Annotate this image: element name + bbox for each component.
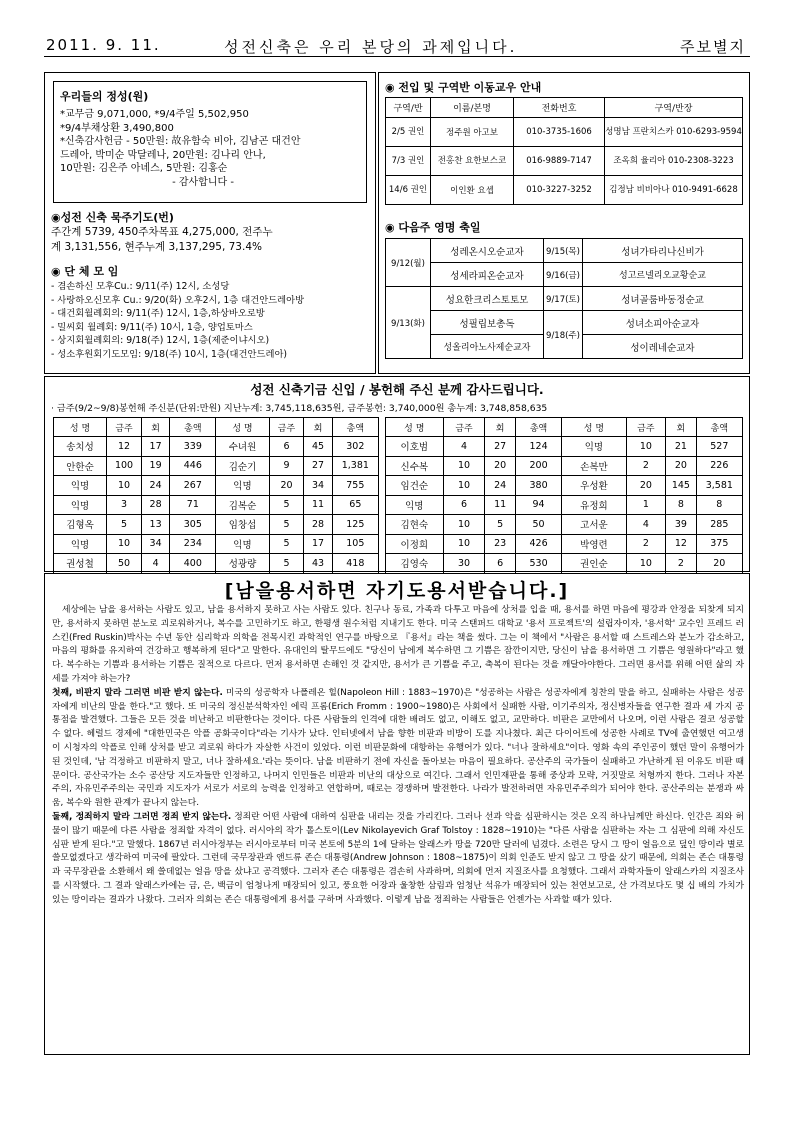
fund-cell: 1,381: [332, 456, 378, 476]
fund-cell: 10: [107, 534, 142, 554]
fund-cell: 김현숙: [386, 515, 444, 535]
transfer-header: 전화번호: [514, 98, 605, 118]
fund-cell: 2: [626, 456, 666, 476]
fund-cell: 김형옥: [54, 515, 107, 535]
fund-cell: 4: [443, 437, 485, 457]
fund-cell: 375: [696, 534, 742, 554]
fund-cell: 안한순: [54, 456, 107, 476]
fund-cell: 5: [107, 515, 142, 535]
fund-cell: 8: [696, 495, 742, 515]
group-meeting: - 성소후원회기도모임: 9/18(주) 10시, 1층(대건안드레아): [51, 348, 288, 360]
transfer-header: 이름/본명: [431, 98, 514, 118]
offerings-line: 10만원: 김은주 아녜스, 5만원: 김홍순: [60, 163, 228, 174]
offerings-line: 드레아, 박미순 막달레나, 20만원: 김나리 안나,: [60, 149, 266, 161]
table-row: [386, 456, 743, 476]
fund-cell: 10: [626, 554, 666, 574]
table-row: [54, 476, 379, 496]
fund-cell: 송치성: [54, 437, 107, 457]
fund-cell: 13: [142, 515, 170, 535]
fund-header: 성 명: [386, 418, 444, 437]
fund-cell: 유정희: [562, 495, 626, 515]
header-slogan: 성전신축은 우리 본당의 과제입니다.: [224, 38, 518, 56]
fund-cell: 10: [443, 515, 485, 535]
fund-cell: 익명: [386, 495, 444, 515]
essay-intro: 세상에는 남을 용서하는 사람도 있고, 남을 용서하지 못하고 사는 사람도 있다. 친구나 동료, 가족과 다투고 마음에 상처를 입을 때, 용서를 하면 마음에 평강과 안정을 되찾게 되지만, 용서하지 못하면 분노로 괴로워하거나, 복수를 고민하기도 하고, 한평생 원수처럼 지내기도 한다. 미국 스탠퍼드 대학교 '용서 프로젝트'의 설립자이자, '용서학' 교수인 프레드 러스킨(Fred Ruskin)박사는 수년 동안 심리학과 의학을 전목시킨 과학적인 연구를 바탕으로 『용서』라는 책을 썼다. 그는 이 책에서 "사람은 용서할 때 스트레스와 분노가 감소하고, 마음의 평화를 유지하여 건강하고 행복하게 된다"고 말한다. 유대인의 탈무드에도 "당신이 남에게 복수하면 그 기쁨은 잠깐이지만, 당신이 남을 용서하면 그 기쁨은 영원하다"라고 했다. 복수하는 기쁨과 용서하는 기쁨은 질적으로 다르다. 먼저 용서하면 손해인 것 같지만, 용서가 큰 기쁨을 주고, 축복이 된다는 것을 깨달아야한다. 그러면 용서를 위해 어떤 삶의 자세를 가져야 하는가?: [52, 605, 744, 684]
fund-cell: 3: [107, 495, 142, 515]
transfer-name: 전홍찬 요한보스코: [431, 147, 514, 176]
essay-title: [남을용서하면 자기도용서받습니다.]: [224, 580, 570, 602]
fund-table-right: [385, 417, 743, 574]
fund-cell: 이호범: [386, 437, 444, 457]
fund-cell: 267: [170, 476, 216, 496]
table-row: [386, 118, 743, 147]
offerings-title: 우리들의 정성(원): [60, 90, 149, 103]
nameday-saint: 성녀골룸바동정순교: [583, 287, 743, 311]
groups-title: ◉ 단 체 모 임: [51, 265, 119, 278]
fund-cell: 4: [626, 515, 666, 535]
page-header: [44, 34, 750, 57]
fund-cell: 234: [170, 534, 216, 554]
fund-cell: 426: [515, 534, 561, 554]
nameday-title: ◉ 다음주 영명 축일: [385, 221, 481, 234]
fund-cell: 226: [696, 456, 742, 476]
table-row: [54, 437, 379, 457]
fund-cell: 23: [485, 534, 516, 554]
fund-cell: 성광량: [216, 554, 269, 574]
transfer-leader: 조옥희 율리아 010-2308-3223: [605, 147, 743, 176]
table-row: [54, 495, 379, 515]
rosary-line: 주간계 5739, 450주차목표 4,275,000, 전주누: [51, 226, 273, 238]
fund-cell: 익명: [54, 534, 107, 554]
group-meeting: - 상지회월례회의: 9/18(주) 12시, 1층(제준이냐시오): [51, 335, 270, 346]
fund-cell: 50: [515, 515, 561, 535]
offerings-line: *9/4부채상환 3,490,800: [60, 122, 174, 134]
fund-cell: 125: [332, 515, 378, 535]
fund-header: 회: [142, 418, 170, 437]
essay-point-heading: 둘째, 정죄하지 말라 그러면 정죄 받지 않는다.: [52, 811, 232, 822]
fund-cell: 익명: [54, 476, 107, 496]
fund-header: 성 명: [562, 418, 626, 437]
fund-header: 총액: [170, 418, 216, 437]
fund-cell: 446: [170, 456, 216, 476]
table-row: [386, 311, 743, 335]
nameday-table: [385, 238, 743, 359]
fund-cell: 익명: [216, 534, 269, 554]
table-row: [386, 534, 743, 554]
fund-cell: 익명: [562, 437, 626, 457]
left-info-panel: [44, 72, 376, 374]
fund-cell: 10: [443, 456, 485, 476]
transfer-name: 정주원 아고보: [431, 118, 514, 147]
fund-cell: 11: [304, 495, 332, 515]
fund-header: 총액: [332, 418, 378, 437]
fund-cell: 신수복: [386, 456, 444, 476]
table-row: [54, 534, 379, 554]
fund-header: 회: [666, 418, 697, 437]
fund-cell: 김순기: [216, 456, 269, 476]
fund-cell: 손복만: [562, 456, 626, 476]
fund-cell: 5: [269, 534, 304, 554]
transfer-header: 구역/반: [386, 98, 431, 118]
fund-cell: 43: [304, 554, 332, 574]
fund-cell: 2: [626, 534, 666, 554]
rosary-section: [51, 209, 371, 255]
fund-cell: 380: [515, 476, 561, 496]
essay-point-text: 정죄란 어떤 사람에 대하여 심판을 내리는 것을 가리킨다. 그러나 선과 악을 심판하시는 것은 오직 하나님께만 하신다. 인간은 죄와 허물이 많기 때문에 다른 사람을 정죄할 자격이 없다. 러시아의 작가 톨스토이(Lev Nikolayevich Graf Tolstoy : 1828~1910)는 "다른 사람을 심판하는 자는 그 심판에 의해 자신도 심판 받게 된다."고 말했다. 1867년 러시아정부는 러시아로부터 미국 본토에 5분의 1에 달하는 알래스카 땅을 720만 달러에 넘겼다. 소련은 당시 그 땅이 얼음으로 덮인 땅이라 별로 쓸모없겠다고 생각하여 미국에 팔았다. 그런데 국무장관과 앤드류 존슨 대통령(Andrew Johnson : 1808~1875)이 의회 인준도 받지 않고 그 땅을 샀기 때문에, 의회는 존슨 대통령과 국무장관을 소환해서 왜 쓸데없는 얼음 땅을 샀냐고 공격했다. 그러자 존슨 대통령은 겸손히 사과하며, 의회에 먼저 지질조사를 요청했다. 그래서 과학자들이 알래스카의 지질조사를 시작했다. 그 결과 알래스카에는 금, 은, 백금이 엄청나게 매장되어 있고, 풍요한 어장과 울창한 삼림과 엄청난 석유가 매장되어 있는 천연보고로, 산 가격보다도 몇 십 배의 가치가 있는 땅이라는 결과가 나왔다. 그러자 의회는 존슨 대통령에게 용서를 구하며 사과했다. 이렇게 남을 정죄하는 사람들은 언젠가는 사과할 때가 있다.: [52, 811, 745, 905]
fund-cell: 5: [485, 515, 516, 535]
fund-cell: 200: [515, 456, 561, 476]
fund-cell: 이정희: [386, 534, 444, 554]
fund-cell: 10: [626, 437, 666, 457]
table-row: [386, 554, 743, 574]
fund-cell: 11: [485, 495, 516, 515]
fund-cell: 34: [304, 476, 332, 496]
fund-header: 회: [485, 418, 516, 437]
fund-cell: 6: [443, 495, 485, 515]
table-row: [386, 263, 743, 287]
fund-cell: 3,581: [696, 476, 742, 496]
fund-cell: 302: [332, 437, 378, 457]
fund-cell: 100: [107, 456, 142, 476]
fund-cell: 30: [443, 554, 485, 574]
fund-cell: 339: [170, 437, 216, 457]
fund-cell: 김영숙: [386, 554, 444, 574]
fund-cell: 12: [666, 534, 697, 554]
issue-date: 2011. 9. 11.: [46, 36, 161, 54]
transfer-phone: 010-3735-1606: [514, 118, 605, 147]
fund-header: 금주: [269, 418, 304, 437]
fund-header: 성 명: [54, 418, 107, 437]
nameday-saint: 성고르넬리오교황순교: [583, 263, 743, 287]
fund-cell: 124: [515, 437, 561, 457]
fund-cell: 박영련: [562, 534, 626, 554]
fund-cell: 8: [666, 495, 697, 515]
fund-cell: 10: [107, 476, 142, 496]
transfer-table: [385, 97, 743, 205]
fund-cell: 20: [666, 456, 697, 476]
fund-cell: 김복순: [216, 495, 269, 515]
table-row: [54, 456, 379, 476]
table-row: [386, 437, 743, 457]
fund-cell: 50: [107, 554, 142, 574]
offerings-box: [53, 81, 367, 203]
table-row: [54, 554, 379, 574]
fund-cell: 20: [269, 476, 304, 496]
group-meeting: - 대건회월례회의: 9/11(주) 12시, 1층,하상바오로방: [51, 308, 265, 319]
header-label: 주보별지: [680, 38, 746, 56]
fund-cell: 39: [666, 515, 697, 535]
fund-cell: 권성철: [54, 554, 107, 574]
fund-cell: 권인순: [562, 554, 626, 574]
fund-cell: 12: [107, 437, 142, 457]
fund-cell: 5: [269, 515, 304, 535]
fund-header: 금주: [107, 418, 142, 437]
fund-cell: 71: [170, 495, 216, 515]
fund-cell: 5: [269, 554, 304, 574]
nameday-date: 9/17(토): [544, 287, 583, 311]
table-row: [386, 239, 743, 263]
fund-cell: 1: [626, 495, 666, 515]
fund-header: 금주: [443, 418, 485, 437]
fund-cell: 305: [170, 515, 216, 535]
essay-point-text: 미국의 성공학자 나폴레온 힐(Napoleon Hill : 1883~1970)은 "성공하는 사람은 성공자에게 칭찬의 말을 하고, 실패하는 사람은 성공자에게 비난의 말을 한다."고 했다. 또 미국의 정신분석학자인 에릭 프롬(Erich Fromm : 1900~1980)은 사회에서 실패한 사람, 이기주의자, 정신병자들을 연구한 결과 세 가지 공통점을 발견했다. 그들은 모든 것을 비난하고 비판한다는 것이다. 다른 사람들의 인격에 대한 배려도 없고, 이해도 없고, 교만하다. 비판은 교만에서 나오며, 이런 사람은 결코 성공할 수 없다. 헤럴드 경제에 "대한민국은 악플 공화국이다"라는 기사가 났다. 인터넷에서 남을 향한 비판과 비방이 도를 지나쳤다. 최근 다이어트에 성공한 사례로 TV에 출연했던 여고생이 시청자의 악플로 인해 상처를 받고 괴로워 하다가 자살한 사건이 있었다. 이런 비판문화에 대항하는 유행어가 있다. "너나 잘하세요"이다. 영화 속의 주인공이 했던 말이 유행어가 된 것인데, '남 걱정하고 비판하지 말고, 너나 잘하세요.'라는 뜻이다. 남을 비판하기 전에 자신을 돌아보는 마음이 필요하다. 공산주의 국가들이 실패하고 가난하게 된 이유도 비판 때문이다. 공산국가는 소수 공산당 지도자들만 인정하고, 나머지 인민들은 비판과 비난의 대상으로 여긴다. 그래서 인민재판을 통해 중상과 모략, 거짓말로 처형까지 한다. 그러나 자본주의, 자유민주주의는 국민과 지도자가 서로가 서로의 능력을 인정하고 연합하며, 때로는 경쟁하며 발전한다. 나라가 발전하려면 자유민주주의가 되어야 한다. 공산주의는 분쟁과 싸움, 복수와 원한 관계가 끝나지 않는다.: [52, 687, 744, 809]
fund-cell: 수녀원: [216, 437, 269, 457]
fund-cell: 28: [304, 515, 332, 535]
fund-panel: [44, 376, 750, 572]
fund-cell: 10: [443, 534, 485, 554]
fund-cell: 익명: [54, 495, 107, 515]
table-row: [386, 495, 743, 515]
fund-cell: 527: [696, 437, 742, 457]
fund-cell: 익명: [216, 476, 269, 496]
fund-cell: 9: [269, 456, 304, 476]
group-meeting: - 겸손하신 모후Cu.: 9/11(주) 12시, 소성당: [51, 281, 230, 292]
fund-cell: 45: [304, 437, 332, 457]
nameday-saint: 성레온시오순교자: [431, 239, 544, 263]
fund-cell: 105: [332, 534, 378, 554]
nameday-date: 9/13(화): [386, 287, 431, 359]
transfer-phone: 016-9889-7147: [514, 147, 605, 176]
nameday-saint: 성세라피온순교자: [431, 263, 544, 287]
offerings-line: *신축감사헌금 - 50만원: 故유함숙 비아, 김남곤 대건안: [60, 136, 301, 147]
fund-cell: 285: [696, 515, 742, 535]
fund-header: 금주: [626, 418, 666, 437]
nameday-saint: 성올리아노사제순교자: [431, 335, 544, 359]
fund-title: 성전 신축기금 신입 / 봉헌해 주신 분께 감사드립니다.: [250, 382, 544, 397]
table-row: [386, 147, 743, 176]
nameday-saint: 성필립보총독: [431, 311, 544, 335]
fund-summary: · 금주(9/2~9/8)봉헌해 주신분(단위:만원) 지난누계: 3,745,118,635원, 금주봉헌: 3,740,000원 총누계: 3,748,858,635: [51, 403, 548, 414]
offerings-thanks: - 감사합니다 -: [172, 176, 234, 188]
groups-section: [51, 263, 371, 361]
transfer-leader: 성명남 프란치스카 010-6293-9594: [605, 118, 743, 147]
nameday-date: 9/12(월): [386, 239, 431, 287]
fund-cell: 28: [142, 495, 170, 515]
fund-cell: 17: [304, 534, 332, 554]
fund-cell: 6: [269, 437, 304, 457]
group-meeting: - 사랑하오신모후 Cu.: 9/20(화) 오후2시, 1층 대건안드레아방: [51, 294, 305, 306]
fund-cell: 2: [666, 554, 697, 574]
fund-cell: 19: [142, 456, 170, 476]
fund-cell: 10: [443, 476, 485, 496]
fund-header: 회: [304, 418, 332, 437]
fund-header: 총액: [696, 418, 742, 437]
fund-cell: 145: [666, 476, 697, 496]
table-row: [386, 287, 743, 311]
fund-cell: 20: [696, 554, 742, 574]
table-row: [386, 176, 743, 205]
fund-cell: 임건순: [386, 476, 444, 496]
transfer-name: 이인환 요셉: [431, 176, 514, 205]
fund-cell: 94: [515, 495, 561, 515]
fund-cell: 65: [332, 495, 378, 515]
offerings-line: *교무금 9,071,000, *9/4주일 5,502,950: [60, 109, 249, 120]
transfer-title: ◉ 전입 및 구역반 이동교우 안내: [385, 81, 542, 94]
transfer-zone: 7/3 권인: [386, 147, 431, 176]
table-row: [54, 515, 379, 535]
fund-cell: 4: [142, 554, 170, 574]
nameday-saint: 성녀소피아순교자: [583, 311, 743, 335]
rosary-line: 계 3,131,556, 현주누계 3,137,295, 73.4%: [51, 241, 262, 253]
fund-cell: 34: [142, 534, 170, 554]
fund-cell: 고서운: [562, 515, 626, 535]
fund-cell: 5: [269, 495, 304, 515]
fund-cell: 우성환: [562, 476, 626, 496]
group-meeting: - 밀씨회 월례회: 9/11(주) 10시, 1층, 양업토마스: [51, 321, 253, 333]
fund-cell: 27: [304, 456, 332, 476]
fund-cell: 6: [485, 554, 516, 574]
fund-cell: 21: [666, 437, 697, 457]
fund-cell: 400: [170, 554, 216, 574]
table-row: [386, 476, 743, 496]
transfer-header: 구역/반장: [605, 98, 743, 118]
nameday-saint: 성녀가타리나신비가: [583, 239, 743, 263]
fund-header: 총액: [515, 418, 561, 437]
fund-cell: 530: [515, 554, 561, 574]
essay-panel: [44, 573, 750, 1055]
fund-cell: 418: [332, 554, 378, 574]
fund-cell: 24: [142, 476, 170, 496]
transfer-zone: 2/5 권인: [386, 118, 431, 147]
transfer-zone: 14/6 권인: [386, 176, 431, 205]
essay-body: [52, 604, 744, 908]
fund-cell: 20: [626, 476, 666, 496]
nameday-date: 9/16(금): [544, 263, 583, 287]
essay-paragraph: [52, 811, 744, 908]
fund-cell: 755: [332, 476, 378, 496]
nameday-saint: 성이레네순교자: [583, 335, 743, 359]
essay-paragraph: [52, 687, 744, 811]
fund-cell: 27: [485, 437, 516, 457]
transfer-leader: 김정남 비비아나 010-9491-6628: [605, 176, 743, 205]
nameday-date: 9/18(주): [544, 311, 583, 359]
right-info-panel: [378, 72, 750, 374]
table-row: [386, 515, 743, 535]
nameday-date: 9/15(목): [544, 239, 583, 263]
essay-point-heading: 첫째, 비판지 말라 그러면 비판 받지 않는다.: [52, 687, 223, 698]
fund-table-left: [53, 417, 379, 574]
fund-cell: 20: [485, 456, 516, 476]
nameday-saint: 성요한크리스토토모: [431, 287, 544, 311]
fund-header: 성 명: [216, 418, 269, 437]
fund-cell: 임창섭: [216, 515, 269, 535]
transfer-phone: 010-3227-3252: [514, 176, 605, 205]
rosary-title: ◉성전 신축 묵주기도(번): [51, 211, 174, 224]
fund-cell: 24: [485, 476, 516, 496]
fund-cell: 17: [142, 437, 170, 457]
